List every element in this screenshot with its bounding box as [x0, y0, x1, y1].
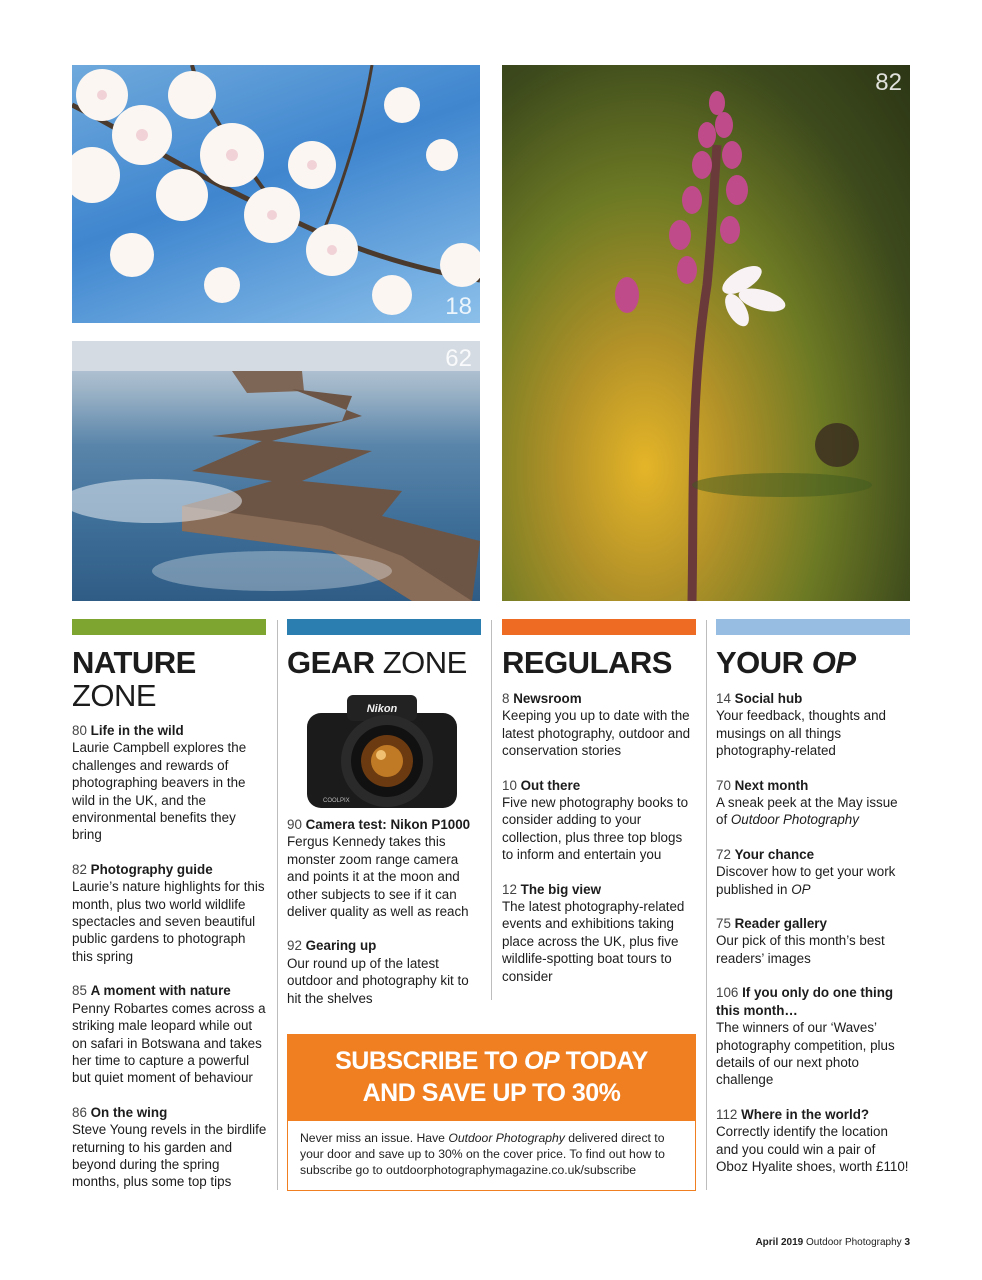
issue-date: April 2019 [755, 1237, 804, 1248]
regulars-column [502, 646, 697, 1002]
page-number: 3 [904, 1237, 910, 1248]
cherry-blossom-photo [72, 65, 480, 323]
column-divider [277, 620, 278, 1190]
camera-brand-label: Nikon [366, 703, 398, 715]
magazine-name: Outdoor Photography [806, 1237, 902, 1248]
contents-entry[interactable]: 72 Your chance Discover how to get your work published in OP [716, 846, 896, 897]
pier-photo [72, 341, 480, 601]
contents-entry[interactable]: 70 Next month A sneak peek at the May issue of Outdoor Photography [716, 777, 898, 828]
your-op-bar [716, 619, 910, 635]
contents-entry[interactable]: 80 Life in the wild Laurie Campbell explores the challenges and rewards of photographing beavers in the wild in the UK, and the environmental benefits they bring [72, 723, 247, 843]
contents-entry[interactable]: 14 Social hub Your feedback, thoughts and musings on all things photography-related [716, 691, 886, 759]
contents-entry[interactable]: 86 On the wing Steve Young revels in the birdlife returning to his garden and beyond during the spring months, plus some top tips [72, 1104, 267, 1190]
camera-model-label: COOLPIX [323, 798, 350, 804]
gear-zone-bar [287, 619, 481, 635]
column-divider [706, 620, 707, 1190]
page-number-18: 18 [445, 293, 472, 320]
page-number-82: 82 [875, 69, 902, 96]
contents-entry[interactable]: 90 Camera test: Nikon P1000 Fergus Kennedy takes this monster zoom range camera and points it at the moon and other subjects to see if it can deliver quality as well as reach [287, 817, 471, 920]
gear-zone-column [287, 646, 482, 1024]
subscribe-text: Never miss an issue. Have Outdoor Photography delivered direct to your door and save up to 30% on the cover price. To find out how to subscribe go to outdoorphotographymagazine.co.uk/subscribe [300, 1131, 665, 1178]
contents-entry[interactable]: 12 The big view The latest photography-related events and exhibitions taking place across the UK, plus five wildlife-spotting boat tours to consider [502, 881, 685, 984]
your-op-title: YOUR OP [716, 645, 856, 680]
subscribe-headline: SUBSCRIBE TO OP TODAY AND SAVE UP TO 30% [288, 1035, 695, 1121]
bogbean-flower-illustration [502, 65, 910, 601]
nature-zone-title: NATURE ZONE [72, 645, 196, 713]
column-divider [491, 620, 492, 1000]
bogbean-flower-photo [502, 65, 910, 601]
regulars-bar [502, 619, 696, 635]
subscribe-box[interactable] [287, 1034, 696, 1191]
contents-entry[interactable]: 10 Out there Five new photography books to consider adding to your collection, plus three top blogs to inform and entertain you [502, 777, 689, 863]
contents-entry[interactable]: 82 Photography guide Laurie’s nature highlights for this month, plus two world wildlife spectacles and seven beautiful public gardens to photograph this spring [72, 861, 265, 964]
nature-zone-column [72, 646, 267, 1208]
regulars-title: REGULARS [502, 645, 672, 680]
pier-illustration [72, 341, 480, 601]
nikon-camera-image [287, 685, 482, 810]
nature-zone-bar [72, 619, 266, 635]
contents-entry[interactable]: 75 Reader gallery Our pick of this month’s best readers’ images [716, 916, 885, 966]
contents-entry[interactable]: 8 Newsroom Keeping you up to date with the latest photography, outdoor and conservation stories [502, 691, 691, 759]
page-number-62: 62 [445, 345, 472, 372]
contents-entry[interactable]: 92 Gearing up Our round up of the latest outdoor and photography kit to hit the shelves [287, 938, 469, 1006]
gear-zone-title: GEAR ZONE [287, 645, 467, 680]
cherry-blossom-illustration [72, 65, 480, 323]
your-op-column [716, 646, 910, 1192]
contents-entry[interactable]: 85 A moment with nature Penny Robartes comes across a striking male leopard while out on safari in Botswana and takes her time to capture a powerful but quiet moment of behaviour [72, 983, 266, 1086]
page-footer [755, 1237, 910, 1248]
contents-entry[interactable]: 106 If you only do one thing this month… The winners of our ‘Waves’ photography competition, plus details of our next photo challenge [716, 985, 895, 1088]
contents-entry[interactable]: 112 Where in the world? Correctly identify the location and you could win a pair of Oboz Hyalite shoes, worth £110! [716, 1106, 909, 1174]
